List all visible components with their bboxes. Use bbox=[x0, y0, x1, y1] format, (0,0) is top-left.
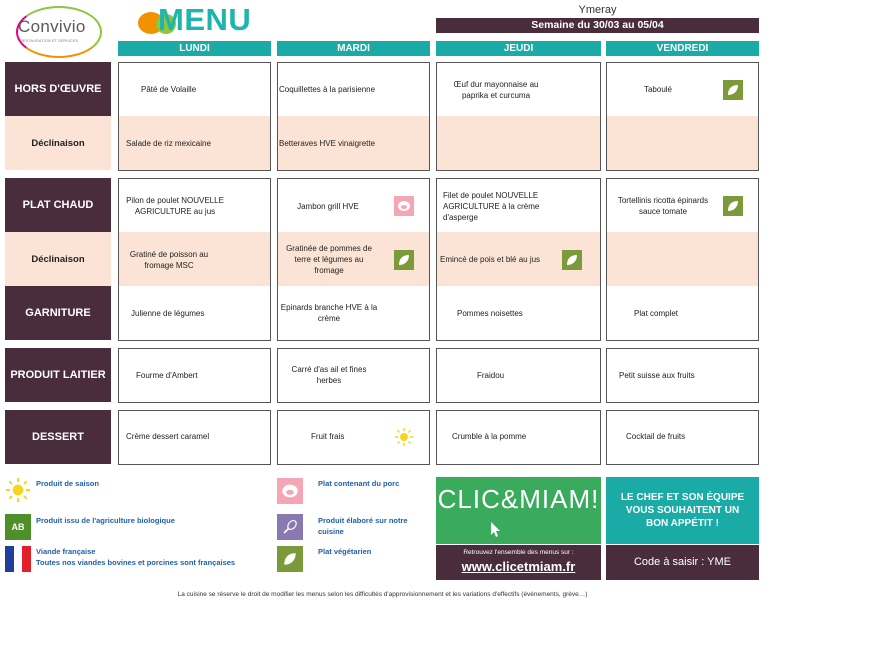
row-label-plat-chaud: PLAT CHAUD bbox=[5, 178, 111, 232]
vegetarian-leaf-icon bbox=[277, 546, 303, 572]
row-label-dessert: DESSERT bbox=[5, 410, 111, 464]
dish-laitier-vendredi: Petit suisse aux fruits bbox=[619, 371, 695, 380]
vegetarian-leaf-icon bbox=[562, 250, 582, 270]
row-label-hors-doeuvre: HORS D'ŒUVRE bbox=[5, 62, 111, 116]
legend-francaise-title: Viande française bbox=[36, 547, 96, 556]
dish-hors-vendredi: Taboulé bbox=[643, 85, 673, 94]
dish-decl-mardi: Betteraves HVE vinaigrette bbox=[279, 139, 376, 148]
dish-dessert-vendredi: Cocktail de fruits bbox=[626, 432, 686, 441]
dish-garniture-vendredi: Plat complet bbox=[634, 309, 679, 318]
dish-plat-mardi: Jambon grill HVE bbox=[297, 202, 359, 211]
bio-ab-icon: AB bbox=[5, 514, 31, 540]
dish-dessert-mardi: Fruit frais bbox=[311, 432, 345, 441]
row-label-garniture: GARNITURE bbox=[5, 286, 111, 340]
access-code: Code à saisir : YME bbox=[606, 545, 759, 580]
vegetarian-leaf-icon bbox=[723, 80, 743, 100]
week-range: Semaine du 30/03 au 05/04 bbox=[436, 18, 759, 33]
french-flag-icon bbox=[5, 546, 31, 572]
dish-decl-plat-mardi: Gratinée de pommes de terre et légumes au fromage bbox=[286, 244, 372, 275]
legend-bio: Produit issu de l'agriculture biologique bbox=[36, 516, 175, 525]
menu-title: MENU bbox=[158, 2, 252, 37]
vegetarian-leaf-icon bbox=[723, 196, 743, 216]
sun-icon bbox=[394, 427, 414, 447]
row-label-produit-laitier: PRODUIT LAITIER bbox=[5, 348, 111, 402]
cursor-icon bbox=[487, 520, 505, 538]
legend-vegetarien: Plat végétarien bbox=[318, 547, 372, 556]
dish-decl-plat-lundi: Gratiné de poisson au fromage MSC bbox=[129, 250, 209, 270]
clic-miam-link[interactable]: www.clicetmiam.fr bbox=[461, 559, 576, 574]
dish-plat-lundi: Pilon de poulet NOUVELLE AGRICULTURE au jus bbox=[126, 196, 224, 216]
row-label-declinaison: Déclinaison bbox=[5, 232, 111, 286]
legend-francaise-detail: Toutes nos viandes bovines et porcines sont françaises bbox=[36, 558, 236, 567]
dish-garniture-mardi: Epinards branche HVE à la crème bbox=[280, 303, 378, 323]
dish-decl-lundi: Salade de riz mexicaine bbox=[126, 139, 211, 148]
vegetarian-leaf-icon bbox=[394, 250, 414, 270]
decl-band bbox=[607, 232, 758, 286]
dish-dessert-jeudi: Crumble à la pomme bbox=[452, 432, 527, 441]
row-label-declinaison: Déclinaison bbox=[5, 116, 111, 170]
day-header-vendredi: VENDREDI bbox=[606, 41, 759, 56]
dish-laitier-lundi: Fourme d'Ambert bbox=[136, 371, 198, 380]
clic-miam-logo: CLIC&MIAM! bbox=[436, 477, 601, 544]
clic-miam-footer bbox=[436, 545, 601, 580]
dish-hors-lundi: Pâté de Volaille bbox=[141, 85, 197, 94]
decl-band bbox=[607, 116, 758, 170]
decl-band bbox=[437, 116, 600, 170]
dish-garniture-jeudi: Pommes noisettes bbox=[457, 309, 523, 318]
legend-porc: Plat contenant du porc bbox=[318, 479, 400, 488]
day-header-mardi: MARDI bbox=[277, 41, 430, 56]
legend-saison: Produit de saison bbox=[36, 479, 99, 488]
legend-elabore: Produit élaboré sur notre cuisine bbox=[318, 516, 408, 536]
dish-laitier-mardi: Carré d'as ail et fines herbes bbox=[291, 365, 367, 385]
pork-icon bbox=[277, 478, 303, 504]
site-name: Ymeray bbox=[578, 4, 617, 16]
footer-disclaimer: La cuisine se réserve le droit de modifier les menus selon les difficultés d'approvisionnement et les variations d'effectifs (événements, grève…) bbox=[177, 591, 588, 598]
dish-hors-jeudi: Œuf dur mayonnaise au paprika et curcuma bbox=[453, 80, 539, 100]
logo: Convivio bbox=[18, 17, 86, 36]
dish-plat-jeudi: Filet de poulet NOUVELLE AGRICULTURE à la crème d'asperge bbox=[443, 191, 540, 222]
day-header-lundi: LUNDI bbox=[118, 41, 271, 56]
whisk-icon bbox=[277, 514, 303, 540]
dish-laitier-jeudi: Fraidou bbox=[477, 371, 505, 380]
logo-tagline: RESTAURATION ET SERVICES bbox=[20, 38, 79, 43]
sun-icon bbox=[5, 477, 31, 503]
clic-miam-retrouvez: Retrouvez l'ensemble des menus sur : bbox=[463, 549, 574, 556]
chef-message bbox=[606, 477, 759, 544]
chef-message-text: LE CHEF ET SON ÉQUIPE VOUS SOUHAITENT UN BON APPÉTIT ! bbox=[620, 492, 745, 529]
pork-icon bbox=[394, 196, 414, 216]
dish-decl-plat-jeudi: Emincé de pois et blé au jus bbox=[440, 255, 541, 264]
dish-hors-mardi: Coquillettes à la parisienne bbox=[279, 85, 376, 94]
dish-garniture-lundi: Julienne de légumes bbox=[131, 309, 205, 318]
dish-dessert-lundi: Crème dessert caramel bbox=[126, 432, 210, 441]
day-header-jeudi: JEUDI bbox=[436, 41, 601, 56]
legend-francaise bbox=[36, 546, 266, 568]
dish-plat-vendredi: Tortellinis ricotta épinards sauce tomate bbox=[617, 196, 709, 216]
